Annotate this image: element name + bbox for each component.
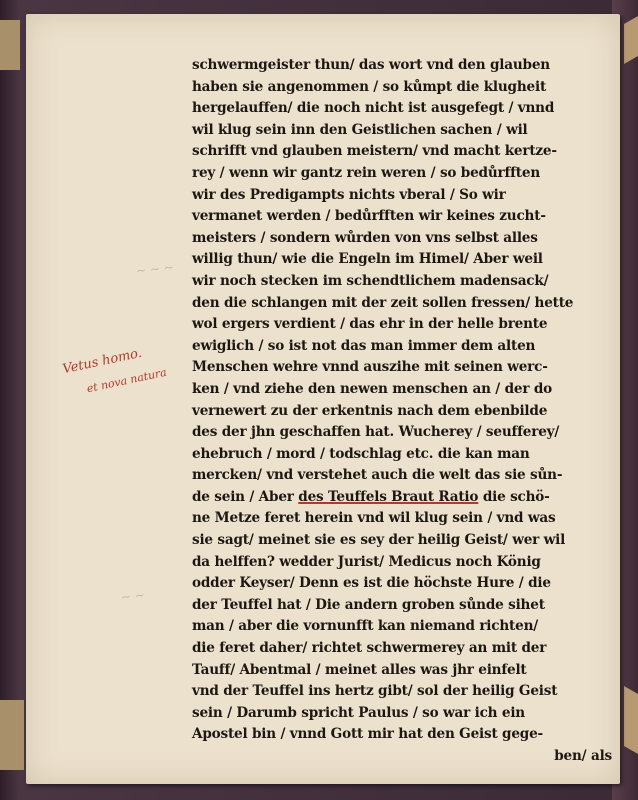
- text-segment: die schö-: [478, 488, 550, 505]
- faint-marginal-trace: ~ ~ ~: [135, 260, 175, 278]
- text-line: die feret daher/ richtet schwermerey an mit der: [192, 640, 547, 657]
- text-line: vernewert zu der erkentnis nach dem ebenbilde: [192, 402, 548, 419]
- text-line: Apostel bin / vnnd Gott mir hat den Geist gege-: [192, 726, 544, 743]
- text-line: man / aber die vornunfft kan niemand richten/: [192, 618, 539, 635]
- text-line: vnd der Teuffel ins hertz gibt/ sol der heilig Geist: [192, 683, 558, 700]
- cover-corner: [624, 16, 638, 64]
- marginal-note: et nova natura: [85, 365, 168, 396]
- text-line: des der jhn geschaffen hat. Wucherey / seufferey/: [192, 424, 560, 441]
- text-line: der Teuffel hat / Die andern groben sůnde sihet: [192, 596, 545, 613]
- text-line: schrifft vnd glauben meistern/ vnd macht kertze-: [192, 143, 557, 160]
- text-line: willig thun/ wie die Engeln im Himel/ Aber weil: [192, 251, 543, 268]
- book-page: [26, 14, 620, 784]
- faint-marginal-trace: ~ ~: [120, 587, 146, 605]
- text-line: ewiglich / so ist not das man immer dem alten: [192, 337, 536, 354]
- marginal-note: Vetus homo.: [61, 345, 144, 378]
- text-line: sein / Darumb spricht Paulus / so war ich ein: [192, 704, 525, 721]
- text-line: wir des Predigampts nichts vberal / So wir: [192, 186, 506, 203]
- text-line: sie sagt/ meinet sie es sey der heilig Geist/ wer wil: [192, 532, 566, 549]
- text-line: ken / vnd ziehe den newen menschen an / der do: [192, 380, 553, 397]
- text-line: wil klug sein inn den Geistlichen sachen / wil: [192, 121, 528, 138]
- catchword: ben/ als: [554, 748, 612, 764]
- text-line: odder Keyser/ Denn es ist die höchste Hure / die: [192, 575, 551, 592]
- text-line: mercken/ vnd verstehet auch die welt das sie sůn-: [192, 467, 563, 484]
- text-line: wol ergers verdient / das ehr in der helle brente: [192, 316, 548, 333]
- text-line: Menschen wehre vnnd auszihe mit seinen werc-: [192, 359, 548, 376]
- text-line: rey / wenn wir gantz rein weren / so bedůrfften: [192, 164, 541, 181]
- text-line: den die schlangen mit der zeit sollen fressen/ hette: [192, 294, 574, 311]
- text-line: Tauff/ Abentmal / meinet alles was jhr einfelt: [192, 661, 527, 678]
- text-line: hergelauffen/ die noch nicht ist ausgefegt / vnnd: [192, 100, 555, 117]
- text-line: schwermgeister thun/ das wort vnd den glauben: [192, 57, 550, 73]
- text-line: meisters / sondern wůrden von vns selbst alles: [192, 229, 538, 246]
- text-line: ehebruch / mord / todschlag etc. die kan man: [192, 445, 530, 462]
- text-segment: de sein / Aber: [192, 488, 299, 505]
- text-line-with-underline: [192, 487, 612, 509]
- underlined-phrase: des Teuffels Braut Ratio: [298, 488, 479, 505]
- text-line: wir noch stecken im schendtlichem madensack/: [192, 272, 549, 289]
- text-line: da helffen? wedder Jurist/ Medicus noch König: [192, 553, 541, 570]
- text-line: haben sie angenommen / so kůmpt die klugheit: [192, 78, 547, 95]
- cover-corner: [0, 20, 20, 70]
- cover-corner: [0, 700, 24, 770]
- text-block: [192, 55, 612, 768]
- cover-corner: [624, 686, 638, 754]
- text-line: ne Metze feret herein vnd wil klug sein / vnd was: [192, 510, 556, 527]
- text-line: vermanet werden / bedůrfften wir keines zucht-: [192, 208, 546, 225]
